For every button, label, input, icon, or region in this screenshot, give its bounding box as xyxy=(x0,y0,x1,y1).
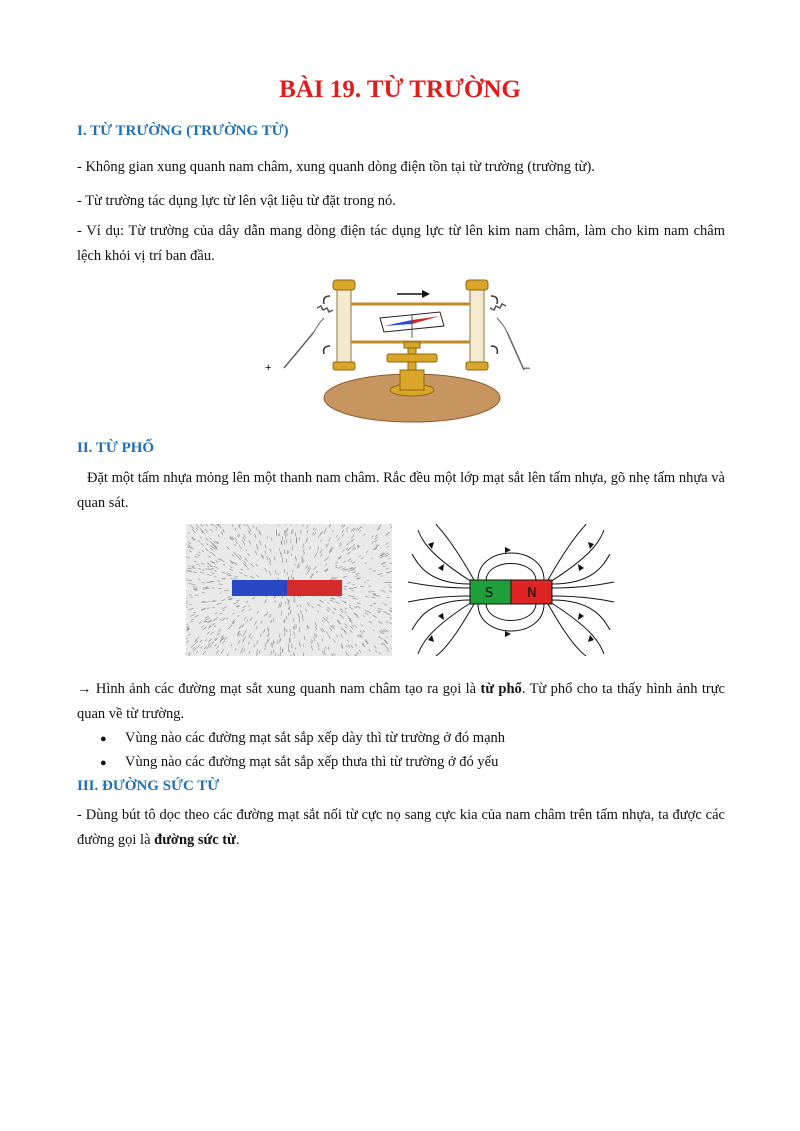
section-2-heading: II. TỪ PHỔ xyxy=(77,440,155,456)
left-lead xyxy=(284,332,314,368)
right-lead xyxy=(507,332,524,370)
magnet-blue-half xyxy=(232,580,287,596)
section-1-paragraph-2: - Từ trường tác dụng lực từ lên vật liệu từ đặt trong nó. xyxy=(77,193,396,209)
n-pole-label: N xyxy=(527,586,537,601)
section-1-paragraph-1: - Không gian xung quanh nam châm, xung quanh dòng điện tồn tại từ trường (trường từ). xyxy=(77,159,595,175)
plus-label: + xyxy=(265,362,272,374)
needle-red xyxy=(412,316,440,324)
magnet-red-half xyxy=(287,580,342,596)
duong-suc-tu-term: đường sức từ xyxy=(154,832,236,848)
section-2-paragraph-1: Đặt một tấm nhựa mỏng lên một thanh nam châm. Rắc đều một lớp mạt sắt lên tấm nhựa, gõ nhẹ tấm nhựa và quan sát. xyxy=(77,470,725,511)
section-3-heading: III. ĐƯỜNG SỨC TỪ xyxy=(77,778,220,794)
right-pillar xyxy=(470,286,484,366)
s-pole-label: S xyxy=(485,586,494,601)
magnetic-field-lines-figure xyxy=(408,524,614,656)
needle-blue xyxy=(384,320,412,326)
tu-pho-conclusion: → Hình ảnh các đường mạt sắt xung quanh nam châm tạo ra gọi là từ phổ. Từ phổ cho ta thấy hình ảnh trực quan về từ trường. xyxy=(77,681,725,722)
bullet-item: ● Vùng nào các đường mạt sắt sắp xếp thưa thì từ trường ở đó yếu xyxy=(100,754,499,770)
bullet-item: ● Vùng nào các đường mạt sắt sắp xếp dày thì từ trường ở đó mạnh xyxy=(100,730,506,746)
section-1-paragraph-3: - Ví dụ: Từ trường của dây dẫn mang dòng điện tác dụng lực từ lên kim nam châm, làm cho kim nam châm lệch khỏi vị trí ban đầu. xyxy=(77,223,725,264)
section-3-paragraph-1: - Dùng bút tô dọc theo các đường mạt sắt nối từ cực nọ sang cực kia của nam châm trên tấm nhựa, ta được các đường gọi là đường sức từ. xyxy=(77,807,725,848)
oersted-experiment-figure xyxy=(262,278,542,424)
stand-base xyxy=(400,370,424,390)
tu-pho-term: từ phổ xyxy=(480,681,522,697)
iron-filings-figure xyxy=(186,524,392,656)
minus-label: – xyxy=(524,362,531,374)
left-pillar xyxy=(337,286,351,366)
page-title: BÀI 19. TỪ TRƯỜNG xyxy=(279,76,521,103)
section-1-heading: I. TỪ TRƯỜNG (TRƯỜNG TỪ) xyxy=(77,123,289,139)
